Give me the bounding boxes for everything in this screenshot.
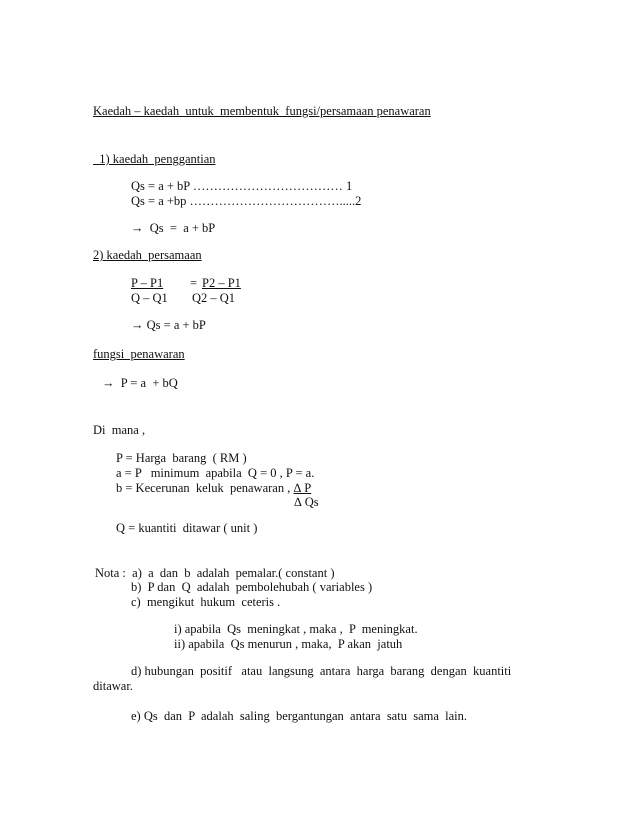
equation-1: Qs = a + bP ……………………………… 1 [131,179,353,193]
nota-b: b) P dan Q adalah pembolehubah ( variables ) [131,580,373,594]
equation-2: Qs = a +bp ……………………………….....2 [131,194,362,208]
page-title: Kaedah – kaedah untuk membentuk fungsi/persamaan penawaran [93,104,431,118]
delta-p-numerator: ∆ P [293,481,312,495]
section-heading-penggantian-text: 1) kaedah penggantian [99,152,216,166]
result-persamaan: → Qs = a + bP [131,318,206,332]
fraction-right-denominator: Q2 – Q1 [192,291,236,305]
fraction-left-numerator: P – P1 [131,276,164,290]
nota-d-line2: ditawar. [93,679,133,693]
nota-c: c) mengikut hukum ceteris . [131,595,281,609]
fungsi-equation: → P = a + bQ [102,376,178,390]
definition-p: P = Harga barang ( RM ) [116,451,247,465]
result-penggantian: → Qs = a + bP [131,221,216,235]
fraction-right-numerator: P2 – P1 [202,276,241,290]
section-heading-fungsi: fungsi penawaran [93,347,185,361]
definition-b-text: b = Kecerunan keluk penawaran , [116,481,291,495]
fraction-equals-sign: = [190,276,198,290]
definition-b [116,481,311,495]
section-heading-penggantian [93,152,216,166]
nota-c-i: i) apabila Qs meningkat , maka , P meningkat. [174,622,418,636]
section-heading-persamaan: 2) kaedah persamaan [93,248,202,262]
definition-a: a = P minimum apabila Q = 0 , P = a. [116,466,315,480]
delta-qs-denominator: ∆ Qs [294,495,319,509]
nota-a: Nota : a) a dan b adalah pemalar.( constant ) [95,566,335,580]
nota-c-ii: ii) apabila Qs menurun , maka, P akan jatuh [174,637,403,651]
nota-e: e) Qs dan P adalah saling bergantungan antara satu sama lain. [131,709,468,723]
fraction-left-denominator: Q – Q1 [131,291,168,305]
nota-d-line1: d) hubungan positif atau langsung antara harga barang dengan kuantiti [131,664,512,678]
definition-q: Q = kuantiti ditawar ( unit ) [116,521,258,535]
dimana-label: Di mana , [93,423,146,437]
